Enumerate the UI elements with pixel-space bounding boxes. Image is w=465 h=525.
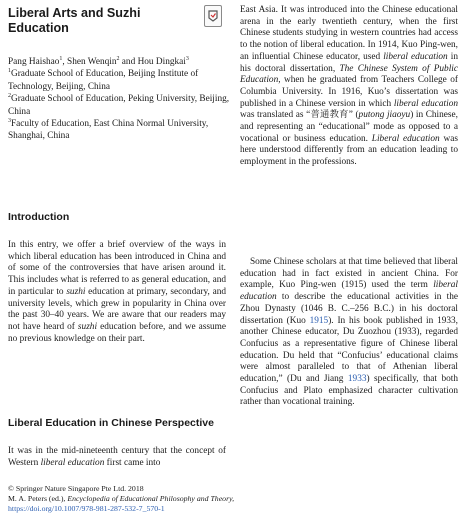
doi-link[interactable]: https://doi.org/10.1007/978-981-287-532-7_570-1 <box>8 504 165 513</box>
emphasis: suzhi <box>66 286 86 297</box>
emphasis: putong jiaoyu <box>358 110 411 121</box>
text-run: education before, and we assume no previous knowledge on their part. <box>8 321 226 344</box>
text-run: Some Chinese scholars at that time believed that liberal education had in fact existed in ancient China. For example, Kuo Ping-wen (1915) used the term <box>240 257 458 291</box>
right-column-paragraph-1 <box>240 5 458 169</box>
emphasis: liberal education <box>393 98 458 109</box>
introduction-paragraph <box>8 240 226 345</box>
page-footer <box>8 484 448 514</box>
author-sup: 2 <box>116 55 120 62</box>
author-name: Shen Wenqin <box>67 57 117 67</box>
text-run: It was in the mid-nineteenth century that the concept of Western <box>8 446 226 468</box>
text-run: East Asia. It was introduced into the Chinese educational arena in the early twentieth century, when the first Chinese students studying in western countries had access to the notion of liberal education. In 1914, Kuo Ping-wen, an influential Chinese educator, used <box>240 5 458 62</box>
emphasis: The Chinese System of Public Education, <box>240 63 459 86</box>
emphasis: liberal education <box>40 457 105 468</box>
text-run: ). In his book published in 1933, another Chinese educator, Du Zuozhou (1933), regarded Confucius as a representative figure of Chinese liberal education. Du held that “Confucius’ educational claims were almost paralleled to that of Athenian liberal education,” (Du and Jiang <box>240 315 458 385</box>
text-run: to describe the educational activities in the Zhou Dynasty (1046 B. C.–256 B.C.) in his doctoral dissertation (Kuo <box>240 292 458 326</box>
citation-link-du-jiang-1933[interactable]: 1933 <box>347 374 367 385</box>
author-sup: 3 <box>185 55 189 62</box>
author-name: Hou Dingkai <box>137 57 186 67</box>
emphasis: liberal education <box>383 51 448 62</box>
article-title: Liberal Arts and Suzhi Education <box>8 6 141 35</box>
author-separator: and <box>119 57 138 67</box>
text-run: M. A. Peters (ed.), <box>8 494 68 503</box>
text-run: in his doctoral dissertation, <box>240 51 459 74</box>
emphasis: suzhi <box>77 321 98 332</box>
text-run: was translated as “普通教育” ( <box>240 110 359 121</box>
emphasis: liberal education <box>240 280 458 303</box>
doi-line <box>8 504 448 514</box>
citation-line <box>8 494 448 504</box>
author-separator: , <box>62 57 68 67</box>
author-names <box>8 56 230 68</box>
affiliation-sup: 2 <box>8 93 11 100</box>
affiliation-sup: 1 <box>8 68 11 75</box>
affiliation <box>8 68 230 93</box>
emphasis: Liberal education <box>371 133 440 144</box>
section-heading-introduction: Introduction <box>8 211 70 223</box>
author-sup: 1 <box>59 55 63 62</box>
affiliation <box>8 118 230 143</box>
text-run: ) in Chinese, and representing an “educational” mode as opposed to a vocational or business education. <box>240 110 458 144</box>
chinese-perspective-paragraph <box>8 446 226 469</box>
section-heading-chinese-perspective: Liberal Education in Chinese Perspective <box>8 417 214 429</box>
text-run: first came into <box>104 457 161 468</box>
text-run: In this entry, we offer a brief overview of the ways in which liberal education has been introduced in China and of some of the controversies that have arisen around it. This includes what is referred to as general education, and in particular to <box>8 240 226 297</box>
emphasis: Encyclopedia of Educational Philosophy and Theory, <box>67 494 235 503</box>
text-run: education at primary, secondary, and university levels, which grew in popularity in China over the past 30–40 years. We are aware that our readers may not have heard of <box>8 286 226 332</box>
text-run: when he graduated from Teachers College of Columbia University. In 1916, Kuo’s dissertation was published in a Chinese version in which <box>240 75 458 109</box>
affiliation-text: Faculty of Education, East China Normal University, Shanghai, China <box>8 119 209 142</box>
check-for-updates-icon[interactable] <box>204 5 222 27</box>
author-name: Pang Haishao <box>8 57 60 67</box>
affiliation <box>8 93 230 118</box>
text-run: was here understood differently from an education leading to employment in the professions. <box>240 133 458 168</box>
author-block <box>8 56 230 143</box>
affiliation-sup: 3 <box>8 117 11 124</box>
affiliation-text: Graduate School of Education, Peking University, Beijing, China <box>8 94 230 117</box>
citation-link-kuo-1915[interactable]: 1915 <box>309 315 329 326</box>
text-run: ) specifically, that both Confucius and Plato emphasized character cultivation rather than vocational training. <box>240 374 458 408</box>
copyright-line: © Springer Nature Singapore Pte Ltd. 2018 <box>8 484 144 493</box>
affiliation-text: Graduate School of Education, Beijing Institute of Technology, Beijing, China <box>8 69 199 92</box>
right-column-paragraph-2 <box>240 257 458 409</box>
